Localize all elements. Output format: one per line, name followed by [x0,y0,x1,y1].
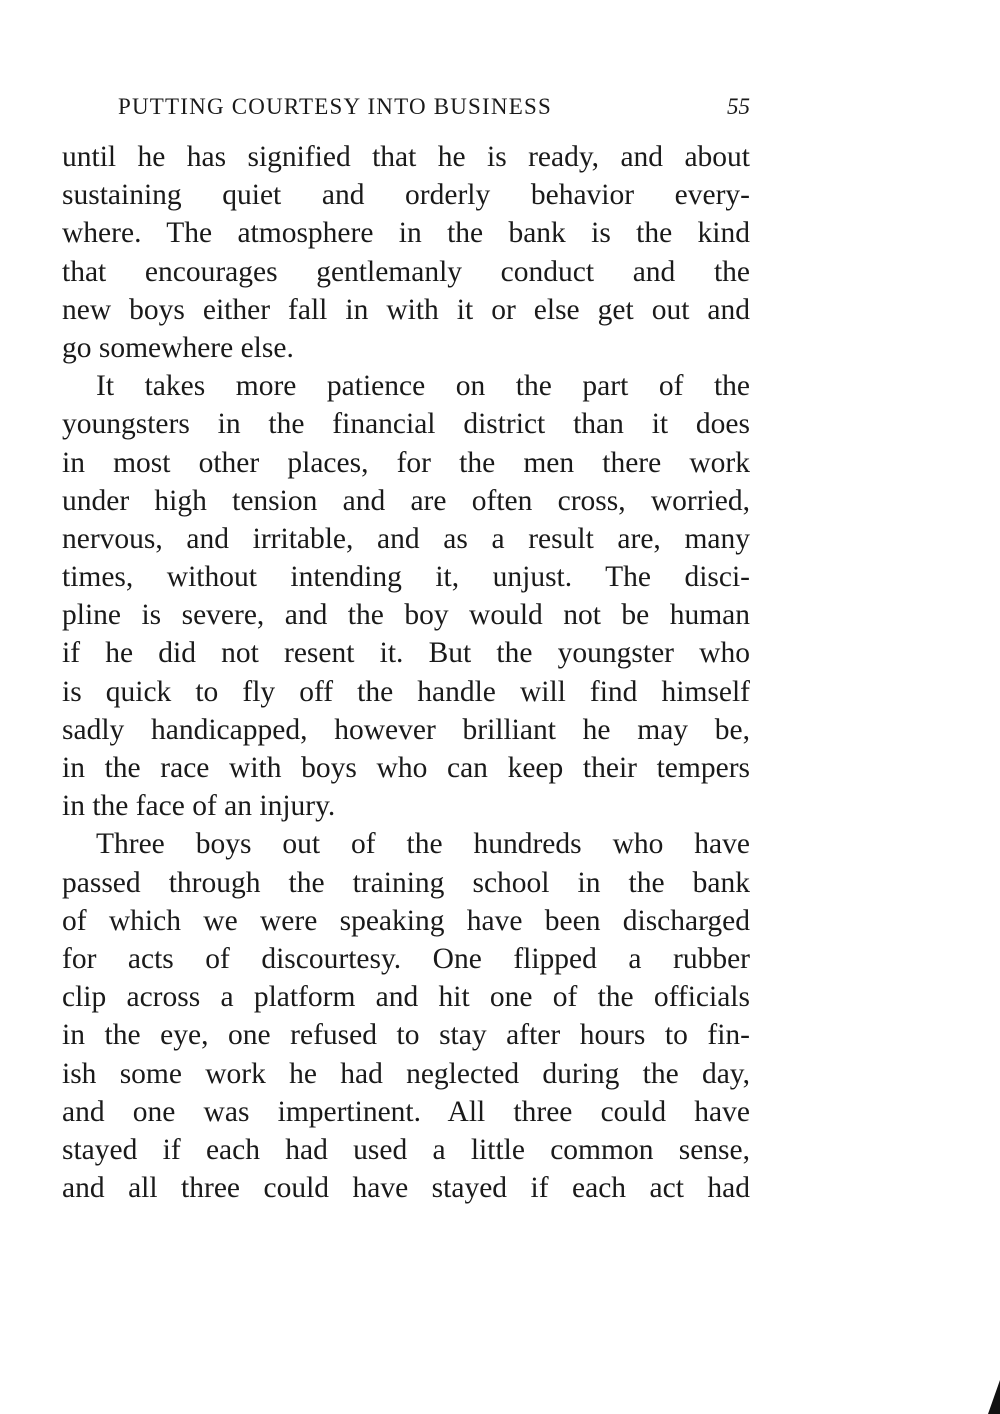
text-line: if he did not resent it. But the youngster who [62,637,750,670]
text-line: until he has signified that he is ready, and about [62,141,750,173]
text-line: clip across a platform and hit one of the officials [62,981,750,1014]
text-line: where. The atmosphere in the bank is the kind [62,217,750,250]
text-line: new boys either fall in with it or else get out and [62,293,750,326]
text-line: go somewhere else. [62,331,294,364]
paragraph [62,825,750,1207]
text-line: and one was impertinent. All three could have [62,1095,750,1128]
scan-corner-mark [988,1380,1000,1414]
body-text [62,138,750,1207]
text-line: in the race with boys who can keep their tempers [62,752,750,784]
text-line: nervous, and irritable, and as a result are, many [62,522,750,555]
text-line: passed through the training school in the bank [62,866,750,899]
running-head [118,90,750,124]
running-title: PUTTING COURTESY INTO BUSINESS [118,94,552,119]
paragraph [62,138,750,367]
text-line: in the face of an injury. [62,790,336,823]
text-line: is quick to fly off the handle will find himself [62,675,750,708]
text-line: sustaining quiet and orderly behavior every- [62,179,750,212]
text-line: youngsters in the financial district than it does [62,408,750,441]
text-line: stayed if each had used a little common sense, [62,1133,750,1166]
text-line: pline is severe, and the boy would not be human [62,599,750,632]
text-line: in the eye, one refused to stay after hours to fin- [62,1019,750,1052]
text-line: Three boys out of the hundreds who have [96,828,750,861]
text-line: sadly handicapped, however brilliant he may be, [62,713,750,746]
text-line: times, without intending it, unjust. The disci- [62,561,750,594]
text-line: of which we were speaking have been discharged [62,904,750,937]
text-line: in most other places, for the men there work [62,446,750,479]
paragraph [62,367,750,825]
text-line: It takes more patience on the part of the [96,370,750,403]
text-line: that encourages gentlemanly conduct and the [62,255,750,288]
page-number: 55 [727,94,750,119]
text-line: and all three could have stayed if each act had [62,1172,750,1205]
text-line: ish some work he had neglected during the day, [62,1057,750,1090]
text-line: for acts of discourtesy. One flipped a rubber [62,942,750,975]
text-line: under high tension and are often cross, worried, [62,484,750,517]
